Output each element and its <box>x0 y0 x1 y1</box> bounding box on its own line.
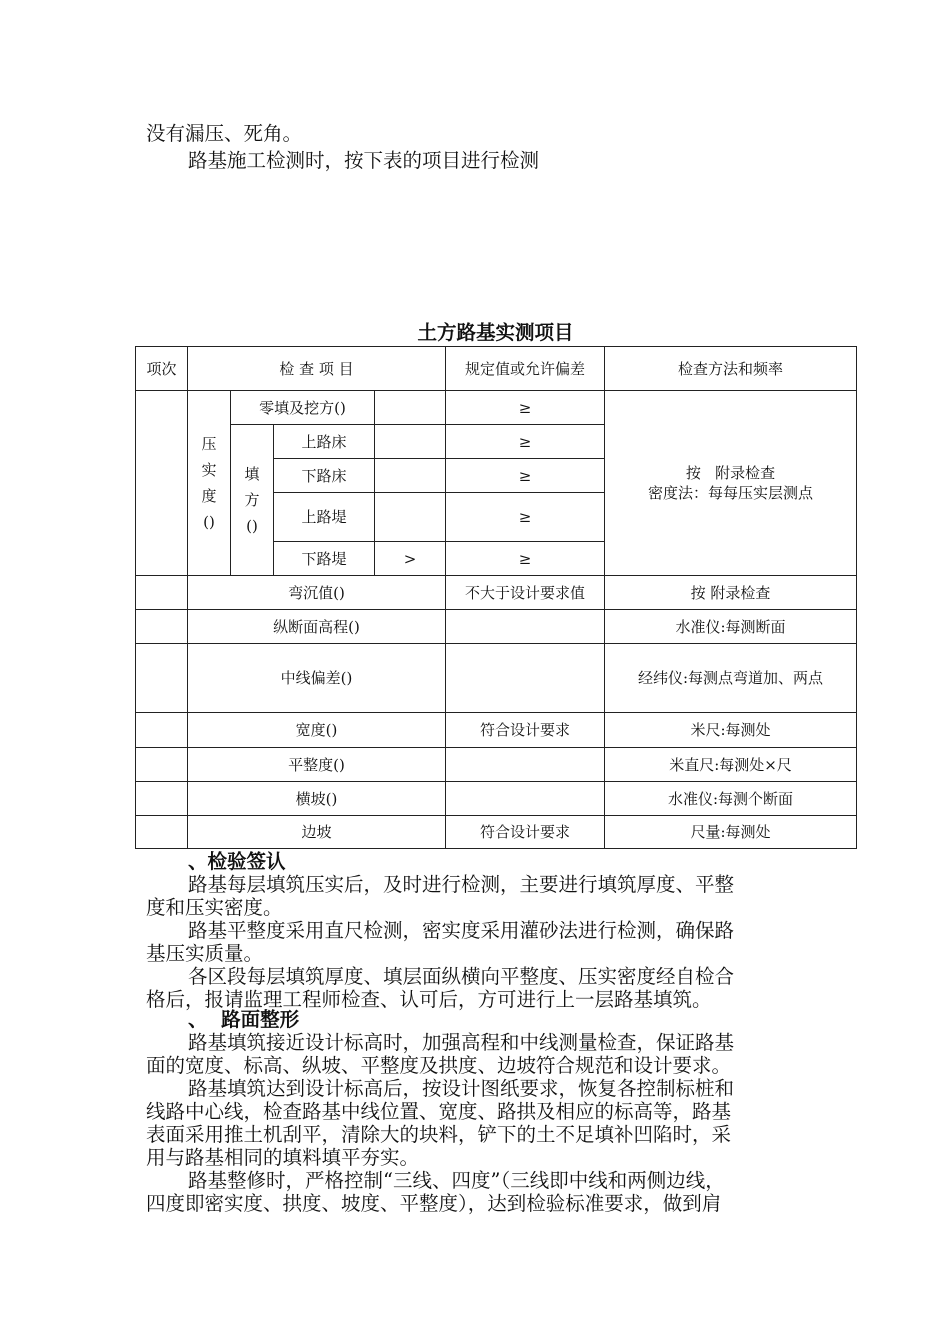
compaction-group-label: 压 实 度 () <box>188 391 231 576</box>
row-item: 纵断面高程() <box>188 610 446 644</box>
paragraph-line: 格后，报请监理工程师检查、认可后，方可进行上一层路基填筑。 <box>146 988 712 1011</box>
row-item: 平整度() <box>188 748 446 782</box>
paragraph-line: 路基填筑接近设计标高时，加强高程和中线测量检查，保证路基 <box>188 1031 735 1054</box>
row-value <box>446 782 605 816</box>
row-index <box>136 748 188 782</box>
section-heading-shaping: 、 路面整形 <box>188 1008 300 1031</box>
compaction-value: ≥ <box>446 459 605 493</box>
paragraph-line: 用与路基相同的填料填平夯实。 <box>146 1146 420 1169</box>
row-method: 按 附录检查 <box>605 576 857 610</box>
row-value: 不大于设计要求值 <box>446 576 605 610</box>
paragraph-line: 四度即密实度、拱度、坡度、平整度），达到检验标准要求，做到肩 <box>146 1192 722 1215</box>
compaction-item: 零填及挖方() <box>231 391 375 425</box>
row-method: 经纬仪:每测点弯道加、两点 <box>605 644 857 713</box>
paragraph-line: 路基整修时，严格控制“三线、四度”（三线即中线和两侧边线， <box>188 1169 725 1192</box>
table-row <box>136 610 857 644</box>
inspection-table <box>135 346 857 849</box>
compaction-row <box>136 391 857 425</box>
row-item: 宽度() <box>188 713 446 748</box>
compaction-extra <box>375 493 446 542</box>
intro-line-1: 没有漏压、死角。 <box>146 122 303 145</box>
paragraph-line: 线路中心线，检查路基中线位置、宽度、路拱及相应的标高等，路基 <box>146 1100 732 1123</box>
row-item: 弯沉值() <box>188 576 446 610</box>
row-item: 边坡 <box>188 816 446 849</box>
row-item: 横坡() <box>188 782 446 816</box>
compaction-index-cell <box>136 391 188 576</box>
row-index <box>136 782 188 816</box>
compaction-method-line1: 按 附录检查 <box>685 464 776 482</box>
compaction-item: 下路床 <box>274 459 375 493</box>
table-row <box>136 748 857 782</box>
compaction-extra <box>375 425 446 459</box>
row-value <box>446 644 605 713</box>
paragraph-line: 面的宽度、标高、纵坡、平整度及拱度、边坡符合规范和设计要求。 <box>146 1054 732 1077</box>
row-item: 中线偏差() <box>188 644 446 713</box>
compaction-extra: > <box>375 542 446 576</box>
header-row <box>136 347 857 391</box>
compaction-value: ≥ <box>446 425 605 459</box>
row-value: 符合设计要求 <box>446 713 605 748</box>
row-index <box>136 713 188 748</box>
compaction-method-line2: 密度法：每每压实层测点 <box>647 484 813 502</box>
compaction-extra <box>375 459 446 493</box>
paragraph-line: 各区段每层填筑厚度、填层面纵横向平整度、压实密度经自检合 <box>188 965 735 988</box>
row-value <box>446 610 605 644</box>
table-row <box>136 816 857 849</box>
header-index: 项次 <box>136 347 188 391</box>
row-method: 米尺:每测处 <box>605 713 857 748</box>
compaction-value: ≥ <box>446 493 605 542</box>
row-value: 符合设计要求 <box>446 816 605 849</box>
fill-label: 填 方 () <box>231 425 274 576</box>
paragraph-line: 路基填筑达到设计标高后，按设计图纸要求，恢复各控制标桩和 <box>188 1077 735 1100</box>
table-title: 土方路基实测项目 <box>417 321 574 344</box>
table-row <box>136 782 857 816</box>
compaction-item: 上路堤 <box>274 493 375 542</box>
row-method: 米直尺:每测处×尺 <box>605 748 857 782</box>
section-heading-inspection: 、检验签认 <box>188 850 286 873</box>
row-method: 尺量:每测处 <box>605 816 857 849</box>
compaction-item: 上路床 <box>274 425 375 459</box>
row-index <box>136 610 188 644</box>
compaction-value: ≥ <box>446 542 605 576</box>
table-row <box>136 576 857 610</box>
paragraph-line: 表面采用推土机刮平，清除大的块料，铲下的土不足填补凹陷时，采 <box>146 1123 732 1146</box>
header-method: 检查方法和频率 <box>605 347 857 391</box>
table-row <box>136 644 857 713</box>
header-item: 检 查 项 目 <box>188 347 446 391</box>
row-method: 水准仪:每测个断面 <box>605 782 857 816</box>
compaction-method <box>605 391 857 576</box>
header-value: 规定值或允许偏差 <box>446 347 605 391</box>
row-index <box>136 644 188 713</box>
compaction-extra <box>375 391 446 425</box>
paragraph-line: 基压实质量。 <box>146 942 264 965</box>
paragraph-line: 路基每层填筑压实后，及时进行检测，主要进行填筑厚度、平整 <box>188 873 735 896</box>
paragraph-line: 路基平整度采用直尺检测，密实度采用灌砂法进行检测，确保路 <box>188 919 735 942</box>
row-index <box>136 816 188 849</box>
table-row <box>136 713 857 748</box>
compaction-item: 下路堤 <box>274 542 375 576</box>
compaction-value: ≥ <box>446 391 605 425</box>
intro-line-2: 路基施工检测时，按下表的项目进行检测 <box>188 149 540 172</box>
paragraph-line: 度和压实密度。 <box>146 896 283 919</box>
row-method: 水准仪:每测断面 <box>605 610 857 644</box>
row-value <box>446 748 605 782</box>
row-index <box>136 576 188 610</box>
